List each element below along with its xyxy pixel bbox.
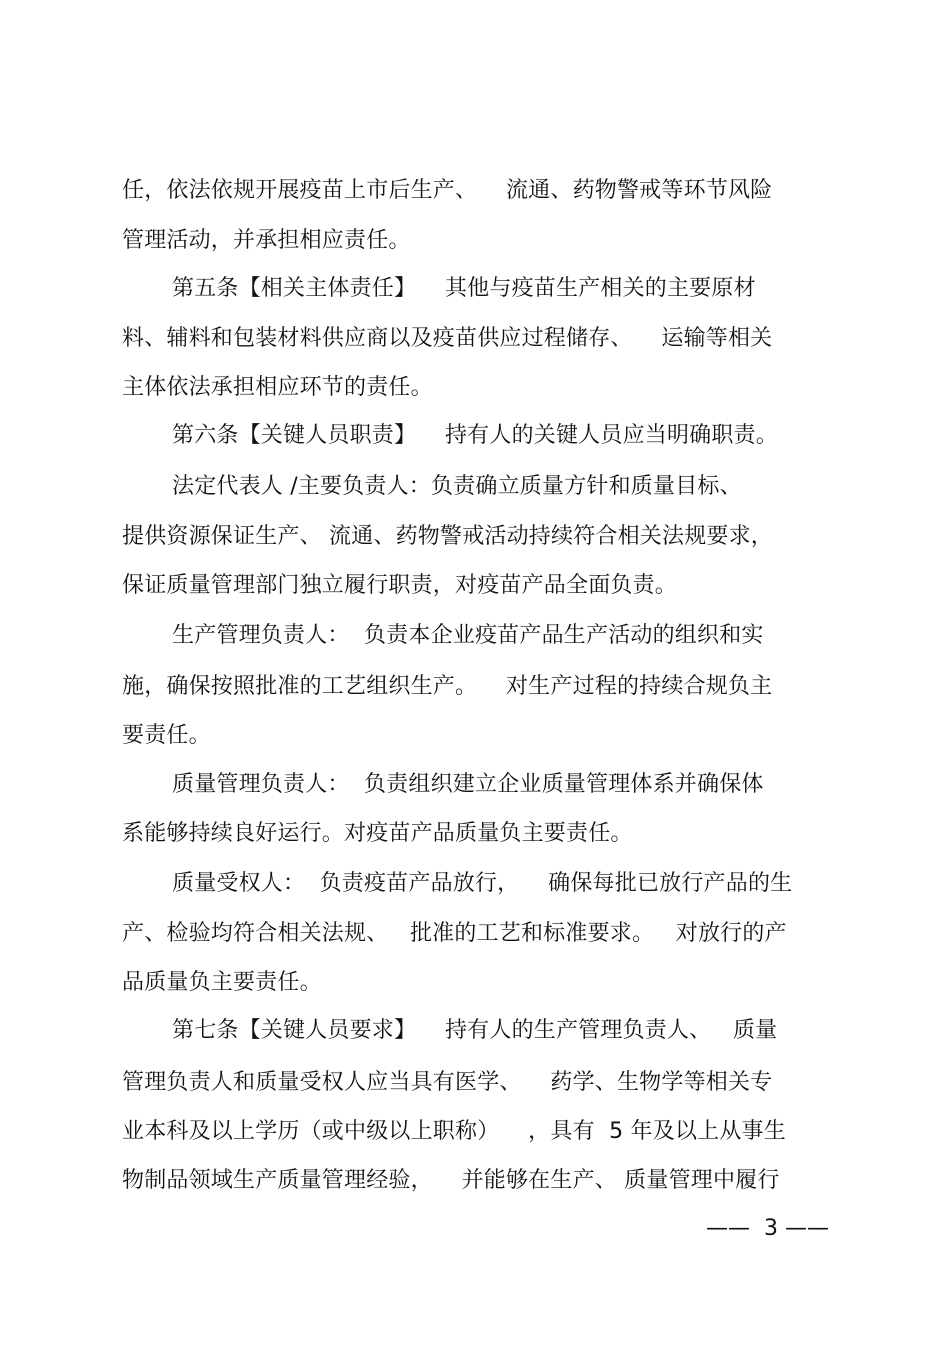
text-line: 施，确保按照批准的工艺组织生产。 对生产过程的持续合规负主 xyxy=(122,674,773,699)
article-heading-line: 第六条【关键人员职责】 持有人的关键人员应当明确职责。 xyxy=(172,423,778,448)
text-line: 质量受权人： 负责疫苗产品放行， 确保每批已放行产品的生 xyxy=(172,871,793,896)
text-line: 管理活动，并承担相应责任。 xyxy=(122,228,411,253)
text-line: 提供资源保证生产、 流通、药物警戒活动持续符合相关法规要求， xyxy=(122,524,773,549)
text-line: 料、辅料和包装材料供应商以及疫苗供应过程储存、 运输等相关 xyxy=(122,326,773,351)
text-line: 保证质量管理部门独立履行职责，对疫苗产品全面负责。 xyxy=(122,573,678,598)
text-line: 要责任。 xyxy=(122,723,211,748)
text-line: 主体依法承担相应环节的责任。 xyxy=(122,375,433,400)
text-line: 产、检验均符合相关法规、 批准的工艺和标准要求。 对放行的产 xyxy=(122,921,787,946)
text-line: 管理负责人和质量受权人应当具有医学、 药学、生物学等相关专 xyxy=(122,1070,773,1095)
text-line: 生产管理负责人： 负责本企业疫苗产品生产活动的组织和实 xyxy=(172,623,764,648)
text-line: 任，依法依规开展疫苗上市后生产、 流通、药物警戒等环节风险 xyxy=(122,178,773,203)
text-line: 品质量负主要责任。 xyxy=(122,970,322,995)
page-number: —— 3 —— xyxy=(706,1216,829,1241)
text-line: 系能够持续良好运行。对疫苗产品质量负主要责任。 xyxy=(122,821,633,846)
text-line: 法定代表人 /主要负责人：负责确立质量方针和质量目标、 xyxy=(172,474,742,499)
article-heading-line: 第五条【相关主体责任】 其他与疫苗生产相关的主要原材 xyxy=(172,276,756,301)
text-line: 质量管理负责人： 负责组织建立企业质量管理体系并确保体 xyxy=(172,772,764,797)
text-line: 物制品领域生产质量管理经验， 并能够在生产、 质量管理中履行 xyxy=(122,1168,780,1193)
article-heading-line: 第七条【关键人员要求】 持有人的生产管理负责人、 质量 xyxy=(172,1018,778,1043)
text-line: 业本科及以上学历（或中级以上职称） ，具有 5 年及以上从事生 xyxy=(122,1119,786,1144)
